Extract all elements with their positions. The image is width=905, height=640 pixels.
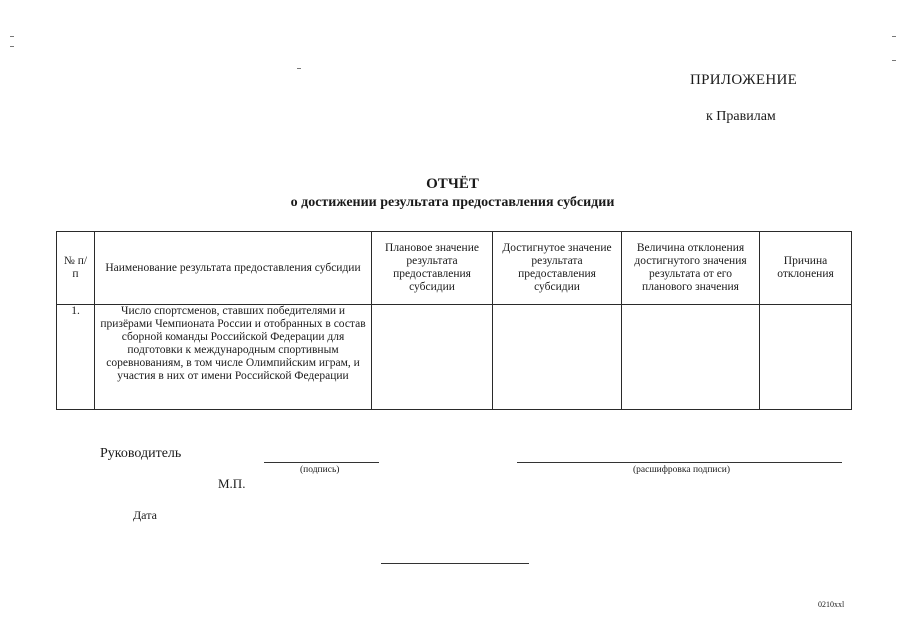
form-code: 0210xxl — [818, 600, 845, 609]
column-header-result-name: Наименование результата предоставления субсидии — [95, 232, 372, 305]
row-achieved-value[interactable] — [493, 305, 622, 410]
column-header-achieved: Достигнутое значение результата предоставления субсидии — [493, 232, 622, 305]
table-row — [57, 305, 852, 410]
scan-mark — [892, 60, 896, 61]
row-deviation-reason[interactable] — [760, 305, 852, 410]
row-planned-value[interactable] — [372, 305, 493, 410]
date-line[interactable] — [381, 563, 529, 564]
report-table — [56, 231, 852, 410]
seal-place-label: М.П. — [218, 476, 246, 491]
column-header-planned: Плановое значение результата предоставления субсидии — [372, 232, 493, 305]
report-title: ОТЧЁТ — [426, 176, 479, 192]
scan-mark — [297, 68, 301, 69]
scan-mark — [10, 36, 14, 37]
signature-caption: (подпись) — [300, 465, 340, 475]
column-header-number: № п/п — [57, 232, 95, 305]
row-number: 1. — [57, 305, 95, 410]
head-label: Руководитель — [100, 446, 182, 461]
table-header-row — [57, 232, 852, 305]
row-deviation-value[interactable] — [622, 305, 760, 410]
report-subtitle: о достижении результата предоставления субсидии — [290, 195, 615, 210]
appendix-heading: ПРИЛОЖЕНИЕ — [690, 72, 798, 88]
column-header-reason: Причина отклонения — [760, 232, 852, 305]
signature-line[interactable] — [264, 462, 379, 463]
row-result-name: Число спортсменов, ставших победителями и призёрами Чемпионата России и отобранных в состав сборной команды Российской Федерации для подготовки к международным спортивным соревнованиям, в том числе Олимпийским играм, и участия в них от имени Российской Федерации — [95, 305, 372, 410]
scan-mark — [10, 46, 14, 47]
scan-mark — [892, 36, 896, 37]
date-label: Дата — [133, 508, 157, 522]
column-header-deviation: Величина отклонения достигнутого значения результата от его планового значения — [622, 232, 760, 305]
appendix-reference: к Правилам — [706, 109, 776, 124]
signature-decoding-caption: (расшифровка подписи) — [633, 465, 730, 475]
signature-decoding-line[interactable] — [517, 462, 842, 463]
